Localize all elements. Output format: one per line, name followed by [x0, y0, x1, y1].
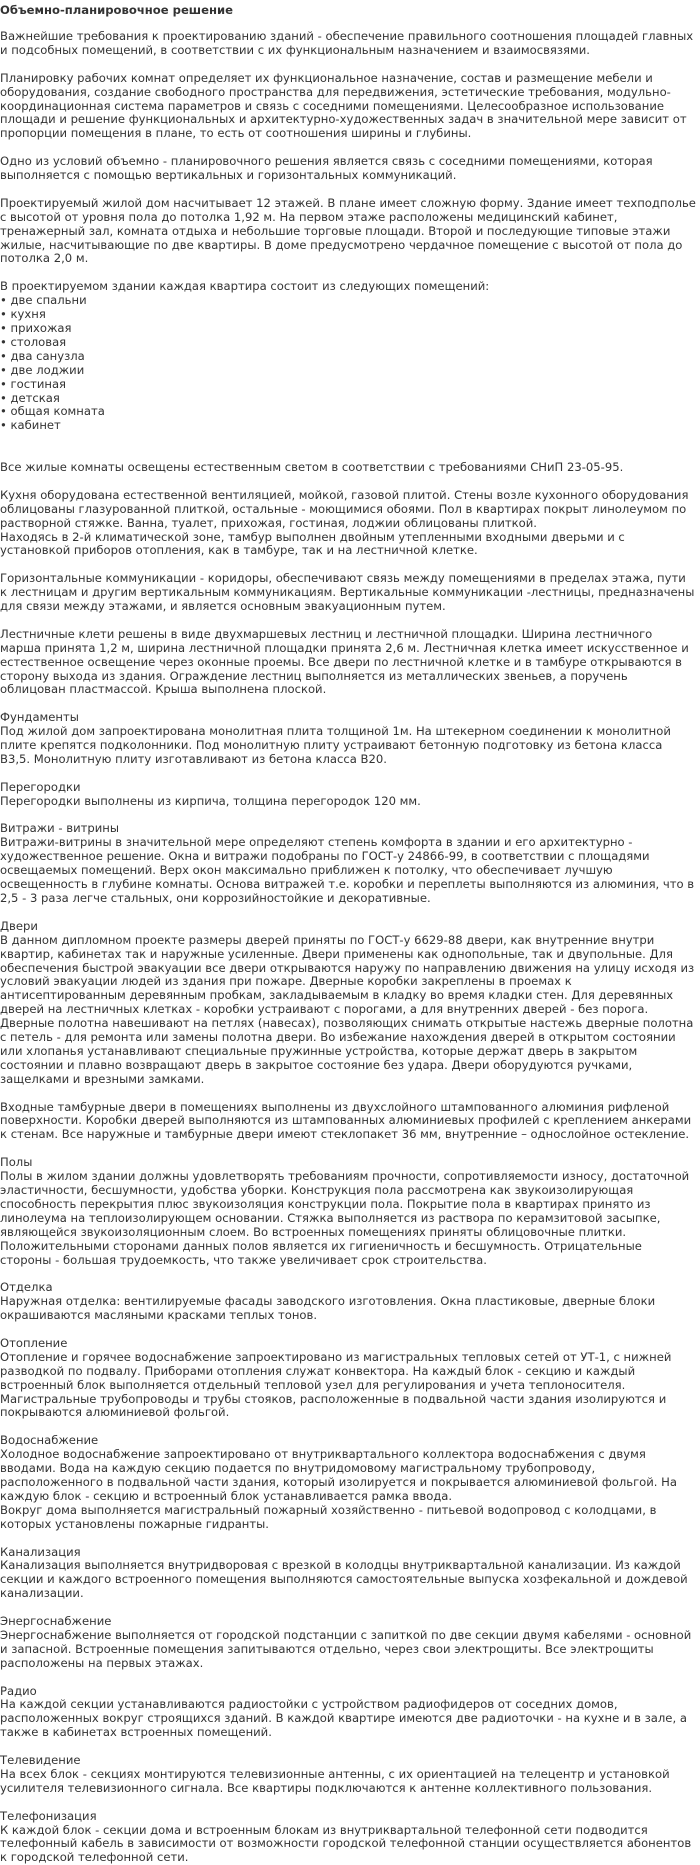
- paragraph: Важнейшие требования к проектированию зданий - обеспечение правильного соотношения площадей главных и подсобных помещений, в соответствии с их функциональным назначением и взаимосвязями.: [0, 29, 694, 57]
- paragraph: Телефонизация К каждой блок - секции дома и встроенным блокам из внутриквартальной телефонной сети подводится телефонный кабель в зависимости от возможности городской телефонной станции осуществляется абонентов к городской телефонной сети.: [0, 1808, 692, 1865]
- paragraph: Водоснабжение Холодное водоснабжение запроектировано от внутриквартального коллектора водоснабжения с двумя вводами. Вода на каждую секцию подается по внутридомовому магистральному трубопроводу, расположенного в подвальной части здания, который изолируется и покрывается алюминиевой фольгой. На каждую блок - секцию и встроенный блок устанавливается рамка ввода. Вокруг дома выполняется магистральный пожарный хозяйственно - питьевой водопровод с колодцами, в которых установлены пожарные гидранты.: [0, 1433, 677, 1531]
- paragraph: Горизонтальные коммуникации - коридоры, обеспечивают связь между помещениями в пределах этажа, пути к лестницам и другим вертикальным коммуникациям. Вертикальные коммуникации -лестницы, предназначены для связи между этажами, и является основным эвакуационным путем.: [0, 571, 695, 614]
- paragraph: Энергоснабжение Энергоснабжение выполняется от городской подстанции с запиткой по две секции двумя кабелями - основной и запасной. Встроенные помещения запитываются отдельно, через свои электрощиты. Все электрощиты расположены на первых этажах.: [0, 1614, 692, 1670]
- paragraph: Кухня оборудована естественной вентиляцией, мойкой, газовой плитой. Стены возле кухонного оборудования облицованы глазурованной плиткой, остальные - моющимися обоями. Пол в квартирах покрыт линолеумом по растворной стяжке. Ванна, туалет, прихожая, гостиная, лоджии облицованы плиткой. Находясь в 2-й климатической зоне, тамбур выполнен двойным утепленными входными дверьми и с установкой приборов отопления, как в тамбуре, так и на лестничной клетке.: [0, 487, 689, 558]
- paragraph: Радио На каждой секции устанавливаются радиостойки с устройством радиофидеров от соседних домов, расположенных вокруг строящихся зданий. В каждой квартире имеются две радиоточки - на кухне и в зале, а также в кабинетах встроенных помещений.: [0, 1683, 687, 1740]
- document-body: [0, 30, 696, 1865]
- paragraph: Планировку рабочих комнат определяет их функциональное назначение, состав и размещение мебели и оборудования, создание свободного пространства для передвижения, эстетические требования, модульно-координационная система параметров и связь с соседними помещениями. Целесообразное использование площади и решение функциональных и архитектурно-художественных задач в значительной мере зависит от пропорции помещения в плане, то есть от соотношения ширины и глубины.: [0, 70, 687, 141]
- paragraph: Телевидение На всех блок - секциях монтируются телевизионные антенны, с их ориентацией на телецентр и установкой усилителя телевизионного сигнала. Все квартиры подключаются к антенне коллективного пользования.: [0, 1753, 670, 1795]
- paragraph: В проектируемом здании каждая квартира состоит из следующих помещений: • две спальни • кухня • прихожая • столовая • два санузла • две лоджии • гостиная • детская • общая комната • кабинет: [0, 279, 490, 433]
- paragraph: Лестничные клети решены в виде двухмаршевых лестниц и лестничной площадки. Ширина лестничного марша принята 1,2 м, ширина лестничной площадки принята 2,6 м. Лестничная клетка имеет искусственное и естественное освещение через оконные проемы. Все двери по лестничной клетке и в тамбуре открываются в сторону выхода из здания. Ограждение лестниц выполняется из металлических звеньев, а поручень облицован пластмассой. Крыша выполнена плоской.: [0, 626, 689, 697]
- paragraph: Витражи - витрины Витражи-витрины в значительной мере определяют степень комфорта в здании и его архитектурно - художественное решение. Окна и витражи подобраны по ГОСТ-у 24866-99, в соответствии с площадями освещаемых помещений. Верх окон максимально приближен к потолку, что обеспечивает лучшую освещенность в глубине комнаты. Основа витражей т.е. коробки и переплеты выполняются из алюминия, что в 2,5 - 3 раза легче стальных, они коррозийностойкие и декоративные.: [0, 821, 695, 906]
- paragraph: Проектируемый жилой дом насчитывает 12 этажей. В плане имеет сложную форму. Здание имеет техподполье с высотой от уровня пола до потолка 1,92 м. На первом этаже расположены медицинский кабинет, тренажерный зал, комната отдыха и небольшие торговые площади. Второй и последующие типовые этажи жилые, насчитывающие по две квартиры. В доме предусмотрено чердачное помещение с высотой от пола до потолка 2,0 м.: [0, 195, 696, 266]
- paragraph: Отопление Отопление и горячее водоснабжение запроектировано из магистральных тепловых сетей от УТ-1, с нижней разводкой по подвалу. Приборами отопления служат конвектора. На каждый блок - секцию и каждый встроенный блок выполняется отдельный тепловой узел для регулирования и учета теплоносителя. Магистральные трубопроводы и трубы стояков, расположенные в подвальной части здания изолируются и покрываются алюминиевой фольгой.: [0, 1335, 672, 1420]
- paragraph: Двери В данном дипломном проекте размеры дверей приняты по ГОСТ-у 6629-88 двери, как внутренние внутри квартир, кабинетах так и наружные усиленные. Двери применены как однопольные, так и двупольные. Для обеспечения быстрой эвакуации все двери открываются наружу по направлению движения на улицу исходя из условий эвакуации людей из здания при пожаре. Дверные коробки закреплены в проемах к антисептированным деревянным пробкам, закладываемым в кладку во время кладки стен. Для деревянных дверей на лестничных клетках - коробки устраивают с порогами, а для внутренних дверей - без порога. Дверные полотна навешивают на петлях (навесах), позволяющих снимать открытые настежь дверные полотна с петель - для ремонта или замены полотна двери. Во избежание нахождения дверей в открытом состоянии или хлопанья устанавливают специальные пружинные устройства, которые держат дверь в закрытом состоянии и плавно возвращают дверь в закрытое состояние без удара. Двери оборудуются ручками, защелками и врезными замками.: [0, 918, 695, 1086]
- paragraph: Входные тамбурные двери в помещениях выполнены из двухслойного штампованного алюминия рифленой поверхности. Коробки дверей выполняются из штампованных алюминиевых профилей с креплением анкерами к стенам. Все наружные и тамбурные двери имеют стеклопакет 36 мм, внутренние – однослойное остекление.: [0, 1099, 692, 1142]
- paragraph: Все жилые комнаты освещены естественным светом в соответствии с требованиями СНиП 23-05-95.: [0, 460, 624, 475]
- paragraph: Полы Полы в жилом здании должны удовлетворять требованиям прочности, сопротивляемости износу, достаточной эластичности, бесшумности, удобства уборки. Конструкция пола рассмотрена как звукоизолирующая способность перекрытия плюс звукоизоляция конструкции пола. Покрытие пола в квартирах принято из линолеума на теплоизолирующем основании. Стяжка выполняется из раствора по керамзитовой засыпке, являющейся звукоизоляционным слоем. Во встроенных помещениях приняты облицовочные плитки. Положительными сторонами данных полов является их гигиеничность и бесшумность. Отрицательные стороны - большая трудоемкость, что также увеличивает срок строительства.: [0, 1155, 690, 1267]
- paragraph: Одно из условий объемно - планировочного решения является связь с соседними помещениями, которая выполняется с помощью вертикальных и горизонтальных коммуникаций.: [0, 154, 653, 183]
- paragraph: Отделка Наружная отделка: вентилируемые фасады заводского изготовления. Окна пластиковые, дверные блоки окрашиваются масляными красками теплых тонов.: [0, 1280, 656, 1323]
- paragraph: Перегородки Перегородки выполнены из кирпича, толщина перегородок 120 мм.: [0, 779, 421, 808]
- document-title: Объемно-планировочное решение: [0, 3, 233, 17]
- paragraph: Фундаменты Под жилой дом запроектирована монолитная плита толщиной 1м. На штекерном соединении к монолитной плите крепятся подколонники. Под монолитную плиту устраивают бетонную подготовку из бетона класса В3,5. Монолитную плиту изготавливают из бетона класса В20.: [0, 710, 671, 766]
- paragraph: Канализация Канализация выполняется внутридворовая с врезкой в колодцы внутриквартальной канализации. Из каждой секции и каждого встроенного помещения выполняются самостоятельные выпуска хозфекальной и дождевой канализации.: [0, 1544, 688, 1601]
